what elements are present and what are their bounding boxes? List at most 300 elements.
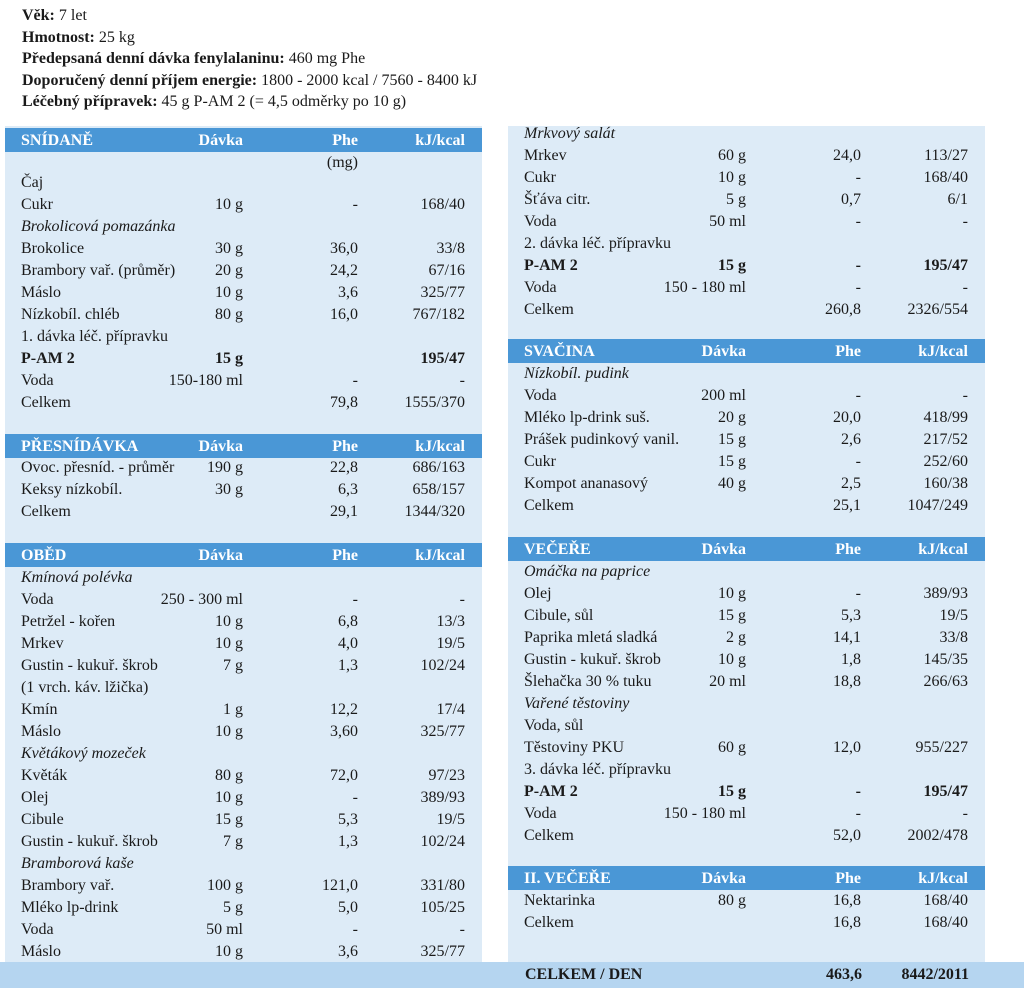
item-name: Brambory vař. [21,877,115,894]
item-energy: 2326/554 [907,301,968,318]
table-row [5,919,482,941]
daily-total-bar [0,962,1024,988]
item-phe: 2,6 [841,431,861,448]
item-name: (1 vrch. káv. lžička) [21,679,149,696]
table-row [5,238,482,260]
item-energy: 331/80 [420,877,465,894]
item-phe: - [352,591,358,608]
table-row [508,825,985,847]
item-dose: 2 g [726,629,746,646]
item-phe: 6,3 [338,481,358,498]
item-name: Gustin - kukuř. škrob [21,657,158,674]
item-name: Šťáva citr. [524,191,591,208]
item-energy: 105/25 [420,899,465,916]
item-phe: 16,0 [330,306,358,323]
item-energy: 1047/249 [907,497,968,514]
item-phe: 72,0 [330,767,358,784]
item-phe: - [352,372,358,389]
item-energy: 13/3 [436,613,465,630]
item-name: Kmín [21,701,58,718]
item-energy: 195/47 [420,350,465,367]
table-row [5,457,482,479]
item-phe: - [352,789,358,806]
item-energy: 33/8 [939,629,968,646]
item-dose: 150 - 180 ml [663,279,746,296]
breakfast-header-col-dose: Dávka [198,132,243,149]
table-row [5,897,482,919]
item-dose: 80 g [718,892,746,909]
item-name: 2. dávka léč. přípravku [524,235,672,252]
table-row [508,211,985,233]
item-phe: 2,5 [841,475,861,492]
table-row [508,145,985,167]
item-name: Mrkev [21,635,64,652]
item-name: Paprika mletá sladká [524,629,658,646]
item-phe: - [855,805,861,822]
table-row [5,875,482,897]
dinner-header [508,537,985,561]
table-row [508,167,985,189]
item-dose: 10 g [718,585,746,602]
item-name: Máslo [21,723,61,740]
item-dose: 100 g [207,877,243,894]
table-row [508,803,985,825]
phe-dose-line: Předepsaná denní dávka fenylalaninu: 460 mg Phe [22,50,366,67]
item-dose: 60 g [718,739,746,756]
item-energy: 19/5 [436,811,465,828]
item-name: Ovoc. přesníd. - průměr [21,459,175,476]
item-energy: 195/47 [923,783,968,800]
dinner2-header-col-energy: kJ/kcal [918,870,968,887]
dinner2-header-title: II. VEČEŘE [524,870,611,887]
table-row [508,299,985,321]
item-dose: 30 g [215,481,243,498]
item-dose: 15 g [215,811,243,828]
item-phe: 1,8 [841,651,861,668]
item-dose: 10 g [718,651,746,668]
dinner2-header [508,866,985,890]
item-name: Celkem [524,914,574,931]
item-name: Olej [524,585,552,602]
item-dose: 10 g [215,789,243,806]
item-name: Voda [21,591,54,608]
item-dose: 10 g [215,943,243,960]
item-phe: 22,8 [330,459,358,476]
item-dose: 7 g [223,833,243,850]
item-phe: 121,0 [322,877,358,894]
item-name: Kompot ananasový [524,475,648,492]
table-row [508,583,985,605]
item-phe: 24,0 [833,147,861,164]
item-energy: 17/4 [436,701,465,718]
item-name: Cibule, sůl [524,607,594,624]
table-row [508,277,985,299]
dinner-header-col-phe: Phe [835,541,861,558]
item-phe: 5,0 [338,899,358,916]
item-energy: - [962,279,968,296]
table-row [508,189,985,211]
item-dose: 10 g [215,196,243,213]
item-energy: 160/38 [923,475,968,492]
item-phe: 1,3 [338,657,358,674]
snack2-header-title: SVAČINA [524,343,595,360]
table-row [5,611,482,633]
item-phe: - [352,921,358,938]
item-dose: 50 ml [206,921,243,938]
table-row [508,407,985,429]
item-name: Cukr [524,453,556,470]
item-phe: 4,0 [338,635,358,652]
item-phe: 5,3 [338,811,358,828]
item-dose: 15 g [718,783,746,800]
item-name: Mléko lp-drink suš. [524,409,650,426]
item-energy: - [459,921,465,938]
breakfast-header-title: SNÍDANĚ [21,132,94,149]
item-energy: 33/8 [436,240,465,257]
item-energy: 102/24 [420,833,465,850]
item-name: Nízkobíl. pudink [524,365,629,382]
item-dose: 1 g [223,701,243,718]
dinner2-header-col-phe: Phe [835,870,861,887]
item-name: Květák [21,767,68,784]
right-meal-panel [508,126,985,962]
item-energy: 113/27 [924,147,968,164]
item-name: Celkem [524,497,574,514]
item-name: Voda, sůl [524,717,584,734]
item-dose: 10 g [215,635,243,652]
table-row [508,451,985,473]
item-dose: 190 g [207,459,243,476]
item-name: Keksy nízkobíl. [21,481,123,498]
snack2-header-col-energy: kJ/kcal [918,343,968,360]
table-row [5,809,482,831]
item-energy: 2002/478 [907,827,968,844]
item-energy: 168/40 [923,914,968,931]
item-name: Celkem [524,301,574,318]
item-phe: 3,6 [338,943,358,960]
item-dose: 15 g [215,350,243,367]
item-phe: 79,8 [330,394,358,411]
item-energy: 217/52 [923,431,968,448]
item-phe: 18,8 [833,673,861,690]
daily-total-phe: 463,6 [826,966,862,983]
age-line: Věk: 7 let [22,7,87,24]
item-dose: 60 g [718,147,746,164]
item-energy: 325/77 [420,943,465,960]
table-row [508,363,985,385]
item-dose: 15 g [718,607,746,624]
item-name: Prášek pudinkový vanil. [524,431,680,448]
item-name: Voda [524,279,557,296]
lunch-header-col-energy: kJ/kcal [415,547,465,564]
item-dose: 200 ml [701,387,746,404]
table-row [508,737,985,759]
item-dose: 10 g [718,169,746,186]
item-energy: 325/77 [420,723,465,740]
item-phe: 0,7 [841,191,861,208]
item-phe: - [855,387,861,404]
table-row [5,677,482,699]
lunch-header-col-dose: Dávka [198,547,243,564]
item-dose: 30 g [215,240,243,257]
item-name: Voda [524,805,557,822]
table-row [508,912,985,934]
energy-line: Doporučený denní příjem energie: 1800 - 2000 kcal / 7560 - 8400 kJ [22,71,478,89]
item-energy: 195/47 [923,257,968,274]
table-row [508,605,985,627]
table-row [5,699,482,721]
item-name: Vařené těstoviny [524,695,630,712]
snack1-header-col-energy: kJ/kcal [415,438,465,455]
table-row [5,655,482,677]
item-dose: 150-180 ml [168,372,243,389]
item-energy: - [459,372,465,389]
item-energy: 1344/320 [404,503,465,520]
table-row [5,831,482,853]
table-row [5,282,482,304]
item-energy: 168/40 [923,169,968,186]
item-dose: 20 g [718,409,746,426]
snack2-header [508,339,985,363]
item-energy: 658/157 [412,481,465,498]
item-energy: 325/77 [420,284,465,301]
item-name: Nízkobíl. chléb [21,306,120,323]
table-row [5,392,482,414]
daily-total-energy: 8442/2011 [901,966,969,983]
item-name: 3. dávka léč. přípravku [524,761,672,778]
breakfast-header [5,128,482,152]
daily-total-label: CELKEM / DEN [525,966,643,983]
item-name: Voda [21,921,54,938]
item-name: Nektarinka [524,892,596,909]
item-dose: 15 g [718,453,746,470]
breakfast-header-col-energy: kJ/kcal [415,132,465,149]
item-energy: 67/16 [428,262,465,279]
item-name: Kmínová polévka [21,569,133,586]
table-row [5,370,482,392]
item-phe: - [855,453,861,470]
item-energy: - [962,213,968,230]
item-energy: 389/93 [923,585,968,602]
table-row [508,123,985,145]
phe-unit: (mg) [326,154,358,171]
item-dose: 7 g [223,657,243,674]
table-row [5,941,482,963]
item-name: Těstoviny PKU [524,739,624,756]
item-dose: 20 g [215,262,243,279]
item-name: Cukr [21,196,53,213]
item-dose: 10 g [215,284,243,301]
item-name: Čaj [21,174,44,191]
item-energy: 145/35 [923,651,968,668]
table-row [508,385,985,407]
item-phe: 16,8 [833,914,861,931]
snack1-header-title: PŘESNÍDÁVKA [21,438,139,455]
table-row [5,567,482,589]
lunch-header-title: OBĚD [21,547,67,564]
item-dose: 80 g [215,767,243,784]
item-phe: - [855,169,861,186]
item-phe: - [855,783,861,800]
dinner-header-col-energy: kJ/kcal [918,541,968,558]
table-row [508,693,985,715]
product-line: Léčebný přípravek: 45 g P-AM 2 (= 4,5 odměrky po 10 g) [22,93,407,110]
snack1-header [5,434,482,458]
table-row [508,473,985,495]
item-phe: 52,0 [833,827,861,844]
item-phe: 14,1 [833,629,861,646]
item-name: Celkem [21,394,71,411]
item-name: Cukr [524,169,556,186]
item-name: Celkem [524,827,574,844]
table-row [5,633,482,655]
item-name: Brambory vař. (průměr) [21,262,176,279]
item-name: Šlehačka 30 % tuku [524,673,652,690]
item-name: Mrkvový salát [524,125,616,142]
item-name: 1. dávka léč. přípravku [21,328,169,345]
table-row [5,853,482,875]
table-row [5,479,482,501]
item-name: P-AM 2 [524,783,578,800]
item-dose: 10 g [215,613,243,630]
item-name: Voda [524,213,557,230]
table-row [5,216,482,238]
item-name: Voda [21,372,54,389]
item-name: Brokolice [21,240,85,257]
item-dose: 20 ml [709,673,746,690]
item-dose: 10 g [215,723,243,740]
table-row [5,326,482,348]
item-name: P-AM 2 [21,350,75,367]
item-energy: 252/60 [923,453,968,470]
item-dose: 50 ml [709,213,746,230]
table-row [508,495,985,517]
table-row [5,787,482,809]
item-energy: 168/40 [420,196,465,213]
table-row [508,649,985,671]
breakfast-header-col-phe: Phe [332,132,358,149]
patient-info [22,5,477,113]
item-energy: - [962,387,968,404]
item-dose: 5 g [726,191,746,208]
item-energy: 97/23 [428,767,465,784]
item-phe: - [855,279,861,296]
item-phe: - [855,257,861,274]
table-row [508,671,985,693]
table-row [508,781,985,803]
item-name: Omáčka na paprice [524,563,651,580]
item-name: Máslo [21,943,61,960]
item-energy: 6/1 [947,191,968,208]
table-row [5,304,482,326]
item-name: P-AM 2 [524,257,578,274]
snack2-header-col-dose: Dávka [701,343,746,360]
item-energy: 1555/370 [404,394,465,411]
table-row [508,561,985,583]
table-row [5,743,482,765]
item-energy: 767/182 [412,306,465,323]
item-phe: - [855,585,861,602]
snack1-header-col-dose: Dávka [198,438,243,455]
lunch-header [5,543,482,567]
lunch-header-col-phe: Phe [332,547,358,564]
table-row [5,194,482,216]
item-energy: - [459,591,465,608]
table-row [508,233,985,255]
item-dose: 15 g [718,257,746,274]
table-row [5,589,482,611]
item-name: Cibule [21,811,64,828]
item-phe: 12,2 [330,701,358,718]
item-name: Celkem [21,503,71,520]
item-phe: 1,3 [338,833,358,850]
table-row [508,429,985,451]
item-phe: 6,8 [338,613,358,630]
item-name: Mléko lp-drink [21,899,119,916]
item-phe: 12,0 [833,739,861,756]
item-phe: - [352,196,358,213]
table-row [508,715,985,737]
weight-line: Hmotnost: 25 kg [22,28,135,46]
table-row [508,255,985,277]
item-name: Petržel - kořen [21,613,116,630]
item-phe: 29,1 [330,503,358,520]
item-energy: 19/5 [939,607,968,624]
dinner-header-title: VEČEŘE [524,541,591,558]
dinner2-header-col-dose: Dávka [701,870,746,887]
item-energy: 418/99 [923,409,968,426]
table-row [5,721,482,743]
item-dose: 5 g [223,899,243,916]
snack2-header-col-phe: Phe [835,343,861,360]
table-row [508,627,985,649]
dinner-header-col-dose: Dávka [701,541,746,558]
item-name: Gustin - kukuř. škrob [21,833,158,850]
left-meal-panel [5,126,482,962]
item-energy: 19/5 [436,635,465,652]
item-phe: 3,6 [338,284,358,301]
table-row [508,890,985,912]
item-energy: 168/40 [923,892,968,909]
item-dose: 250 - 300 ml [160,591,243,608]
table-row [508,759,985,781]
item-phe: 36,0 [330,240,358,257]
item-phe: 25,1 [833,497,861,514]
item-name: Mrkev [524,147,567,164]
item-dose: 15 g [718,431,746,448]
item-name: Olej [21,789,49,806]
item-energy: 955/227 [915,739,968,756]
table-row [5,501,482,523]
table-row [5,765,482,787]
item-phe: 20,0 [833,409,861,426]
phe-unit-row [5,152,482,174]
snack1-header-col-phe: Phe [332,438,358,455]
item-energy: 389/93 [420,789,465,806]
item-name: Bramborová kaše [21,855,134,872]
item-energy: 102/24 [420,657,465,674]
item-dose: 40 g [718,475,746,492]
item-energy: - [962,805,968,822]
item-name: Květákový mozeček [21,745,146,762]
item-dose: 150 - 180 ml [663,805,746,822]
table-row [5,172,482,194]
item-phe: - [855,213,861,230]
item-phe: 5,3 [841,607,861,624]
item-name: Voda [524,387,557,404]
item-phe: 24,2 [330,262,358,279]
item-name: Gustin - kukuř. škrob [524,651,661,668]
